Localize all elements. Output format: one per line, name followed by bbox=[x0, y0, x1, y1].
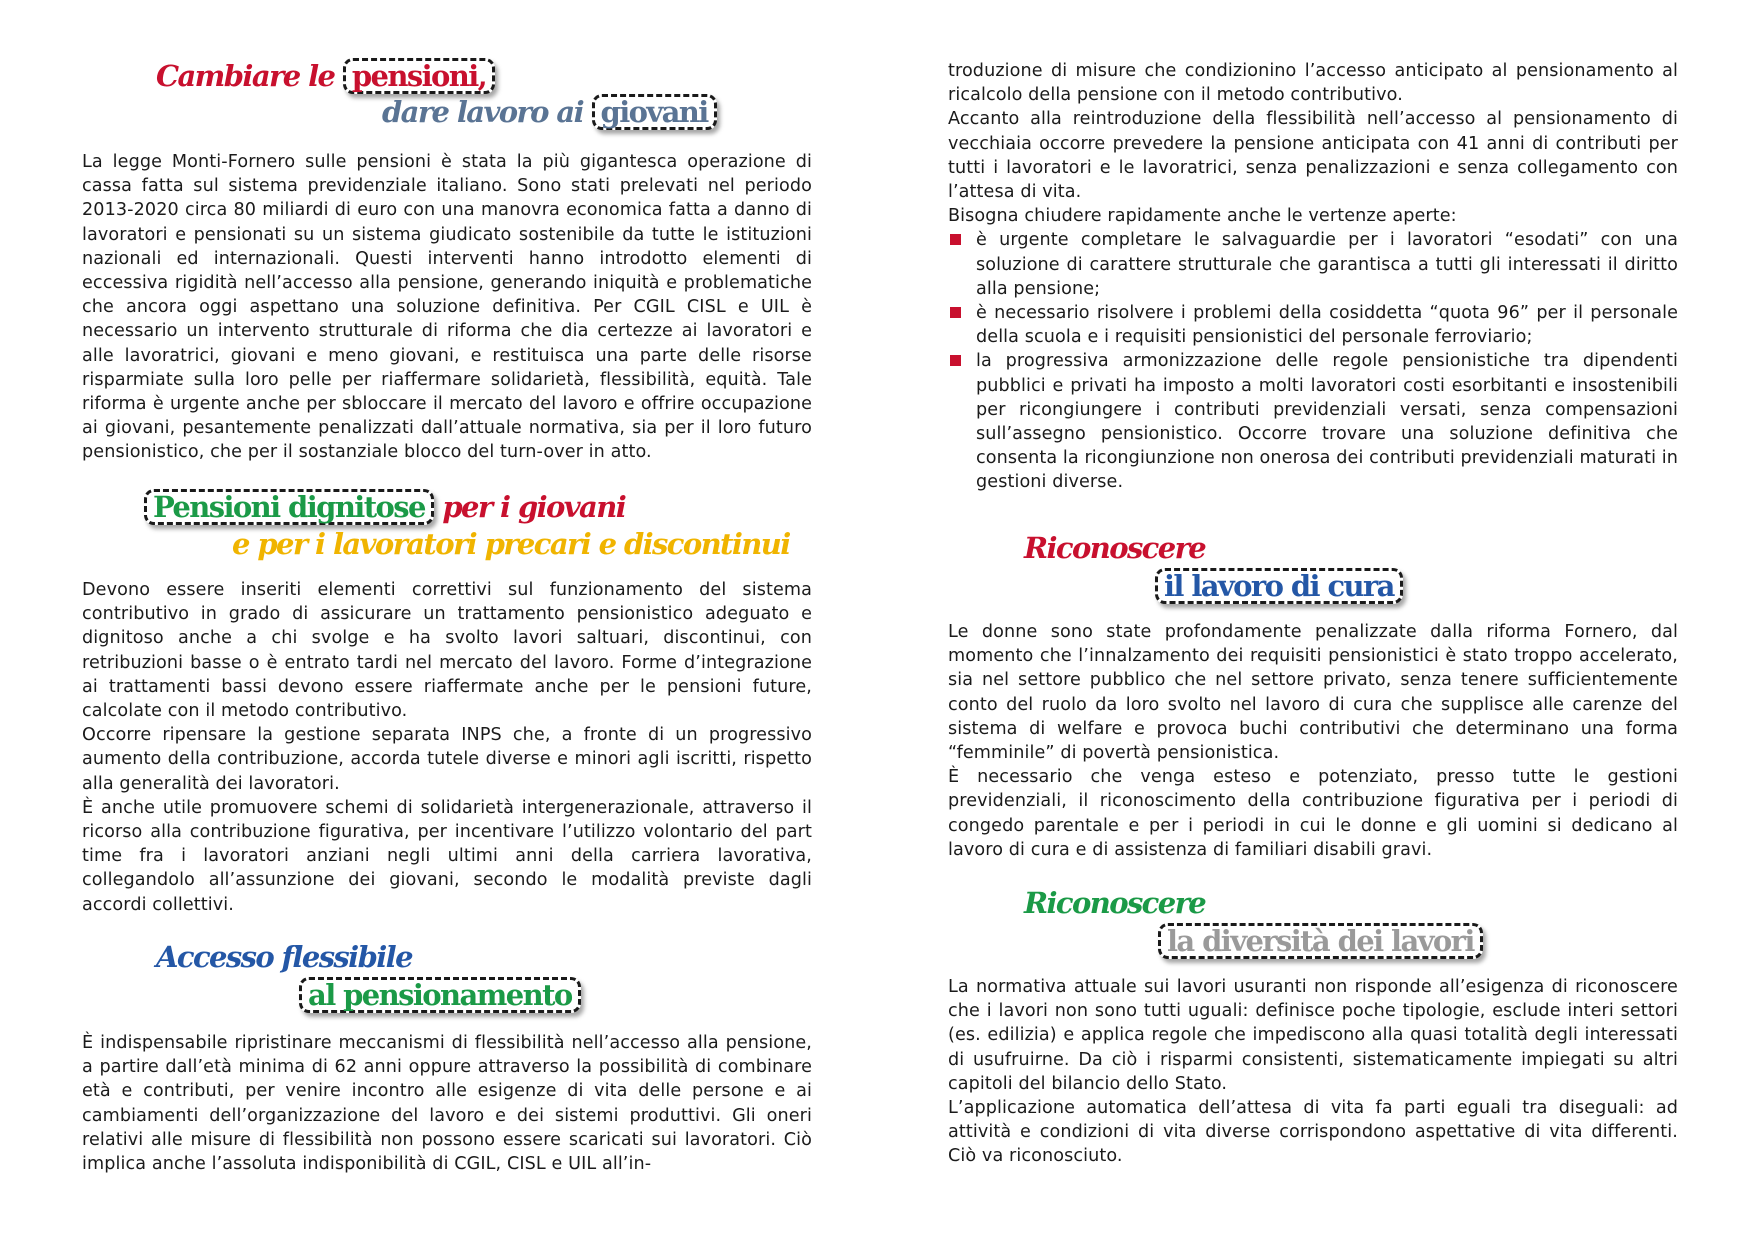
section-title-line bbox=[156, 940, 412, 974]
list-item bbox=[948, 349, 1678, 494]
bullet-square-icon bbox=[950, 307, 961, 318]
section-title-line bbox=[1155, 568, 1403, 604]
section-title-line bbox=[144, 489, 625, 525]
section-title-line bbox=[156, 58, 495, 94]
section-title-line bbox=[232, 527, 790, 561]
paragraph: Le donne sono state profondamente penalizzate dalla riforma Fornero, dal momento che l’innalzamento dei requisiti pensionistici è stato troppo accelerato, sia nel settore pubblico che nel settore privato, senza tenere sufficientemente conto del ruolo da loro svolto nel lavoro di cura che supplisce alle carenze del sistema di welfare e provoca buchi contributivi che determinano una forma “femminile” di povertà pensionistica. bbox=[948, 622, 1678, 764]
section-title-line bbox=[1024, 886, 1205, 920]
title-text: Accesso flessibile bbox=[156, 940, 412, 974]
title-highlight-box: giovani bbox=[592, 94, 717, 130]
section-title-line bbox=[382, 94, 717, 130]
bullet-list bbox=[948, 228, 1678, 494]
title-highlight-box: Pensioni dignitose bbox=[144, 489, 434, 525]
title-highlight-box: il lavoro di cura bbox=[1155, 568, 1403, 604]
bullet-square-icon bbox=[950, 234, 961, 245]
title-text: Riconoscere bbox=[1024, 886, 1206, 920]
list-item-text: è urgente completare le salvaguardie per i lavoratori “esodati” con una soluzione di carattere strutturale che garantisca a tutti gli interessati il diritto alla pensione; bbox=[976, 230, 1678, 299]
section-title-line bbox=[1024, 531, 1205, 565]
section-body bbox=[82, 578, 812, 917]
title-text: Cambiare le bbox=[156, 59, 335, 93]
title-text: e per i lavoratori precari e discontinui bbox=[232, 527, 790, 561]
paragraph: È necessario che venga esteso e potenziato, presso tutte le gestioni previdenziali, il riconoscimento della contribuzione figurativa per i periodi di congedo parentale e per i periodi in cui le donne e gli uomini si dedicano al lavoro di cura e di assistenza di familiari disabili gravi. bbox=[948, 767, 1678, 860]
list-item-text: la progressiva armonizzazione delle regole pensionistiche tra dipendenti pubblici e privati ha imposto a molti lavoratori costi esorbitanti e insostenibili per ricongiungere i contributi previdenziali versati, senza compensazioni sull’assegno pensionistico. Occorre trovare una soluzione definitiva che consenta la ricongiunzione non onerosa dei contributi previdenziali maturati in gestioni diverse. bbox=[976, 351, 1678, 493]
paragraph: È anche utile promuovere schemi di solidarietà intergenerazionale, attraverso il ricorso alla contribuzione figurativa, per incentivare l’utilizzo volontario del part time fra i lavoratori anziani negli ultimi anni della carriera lavorativa, collegandolo all’assunzione dei giovani, secondo le modalità previste dagli accordi collettivi. bbox=[82, 797, 812, 915]
paragraph: Devono essere inseriti elementi correttivi sul funzionamento del sistema contributivo in grado di assicurare un trattamento pensionistico adeguato e dignitoso anche a chi svolge e ha svolto lavori saltuari, discontinui, con retribuzioni basse o è entrato tardi nel mercato del lavoro. Forme d’integrazione ai trattamenti bassi devono essere riaffermate anche per le pensioni future, calcolate con il metodo contributivo. bbox=[82, 580, 812, 722]
section-body bbox=[82, 150, 812, 465]
paragraph: L’applicazione automatica dell’attesa di vita fa parti eguali tra diseguali: ad attività e condizioni di vita diverse corrispondono aspettative di vita differenti. Ciò va riconosciuto. bbox=[948, 1098, 1678, 1167]
title-highlight-box: al pensionamento bbox=[299, 977, 581, 1013]
list-item-text: è necessario risolvere i problemi della cosiddetta “quota 96” per il personale della scuola e i requisiti pensionistici del personale ferroviario; bbox=[976, 303, 1678, 348]
list-item bbox=[948, 301, 1678, 349]
paragraph: troduzione di misure che condizionino l’accesso anticipato al pensionamento al ricalcolo della pensione con il metodo contributivo. bbox=[948, 61, 1678, 106]
bullet-square-icon bbox=[950, 355, 961, 366]
section-body bbox=[948, 620, 1678, 862]
section-body bbox=[82, 1031, 812, 1176]
paragraph: È indispensabile ripristinare meccanismi di flessibilità nell’accesso alla pensione, a partire dall’età minima di 62 anni oppure attraverso la possibilità di combinare età e contributi, per venire incontro alle esigenze di vita delle persone e ai cambiamenti dell’organizzazione del lavoro e dei sistemi produttivi. Gli oneri relativi alle misure di flessibilità non possono essere scaricati sui lavoratori. Ciò implica anche l’assoluta indisponibilità di CGIL, CISL e UIL all’in- bbox=[82, 1033, 812, 1175]
section-body bbox=[948, 59, 1678, 495]
paragraph: Accanto alla reintroduzione della flessibilità nell’accesso al pensionamento di vecchiaia occorre prevedere la pensione anticipata con 41 anni di contributi per tutti i lavoratori e le lavoratrici, senza penalizzazioni e senza collegamento con l’attesa di vita. bbox=[948, 109, 1678, 203]
section-body bbox=[948, 975, 1678, 1169]
title-text: Riconoscere bbox=[1024, 531, 1206, 565]
paragraph: La legge Monti-Fornero sulle pensioni è stata la più gigantesca operazione di cassa fatta sul sistema previdenziale italiano. Sono stati prelevati nel periodo 2013-2020 circa 80 miliardi di euro con una manovra economica fatta a danno di lavoratori e pensionati su un sistema giudicato sostenibile da tutte le istituzioni nazionali ed internazionali. Questi interventi hanno introdotto elementi di eccessiva rigidità nell’accesso alla pensione, generando iniquità e problematiche che ancora oggi aspettano una soluzione definitiva. Per CGIL CISL e UIL è necessario un intervento strutturale di riforma che dia certezze ai lavoratori e alle lavoratrici, giovani e meno giovani, e restituisca una parte delle risorse risparmiate sulla loro pelle per riaffermare solidarietà, flessibilità, equità. Tale riforma è urgente anche per sbloccare il mercato del lavoro e offrire occupazione ai giovani, pesantemente penalizzati dall’attuale normativa, sia per il loro futuro pensionistico, che per il sostanziale blocco del turn-over in atto. bbox=[82, 152, 812, 463]
paragraph: Bisogna chiudere rapidamente anche le vertenze aperte: bbox=[948, 206, 1457, 227]
paragraph: La normativa attuale sui lavori usuranti non risponde all’esigenza di riconoscere che i lavori non sono tutti uguali: definisce poche tipologie, esclude interi settori (es. edilizia) e applica regole che impediscono alla quasi totalità degli interessati di usufruirne. Da ciò i risparmi consistenti, sistematicamente impiegati su altri capitoli del bilancio dello Stato. bbox=[948, 977, 1678, 1094]
paragraph: Occorre ripensare la gestione separata INPS che, a fronte di un progressivo aumento della contribuzione, accorda tutele diverse e minori agli iscritti, rispetto alla generalità dei lavoratori. bbox=[82, 725, 812, 794]
title-highlight-box: pensioni, bbox=[343, 58, 495, 94]
title-text: per i giovani bbox=[442, 490, 626, 524]
section-title-line bbox=[299, 977, 581, 1013]
title-text: dare lavoro ai bbox=[382, 95, 584, 129]
section-title-line bbox=[1158, 923, 1483, 959]
list-item bbox=[948, 228, 1678, 301]
title-highlight-box: la diversità dei lavori bbox=[1158, 923, 1483, 959]
